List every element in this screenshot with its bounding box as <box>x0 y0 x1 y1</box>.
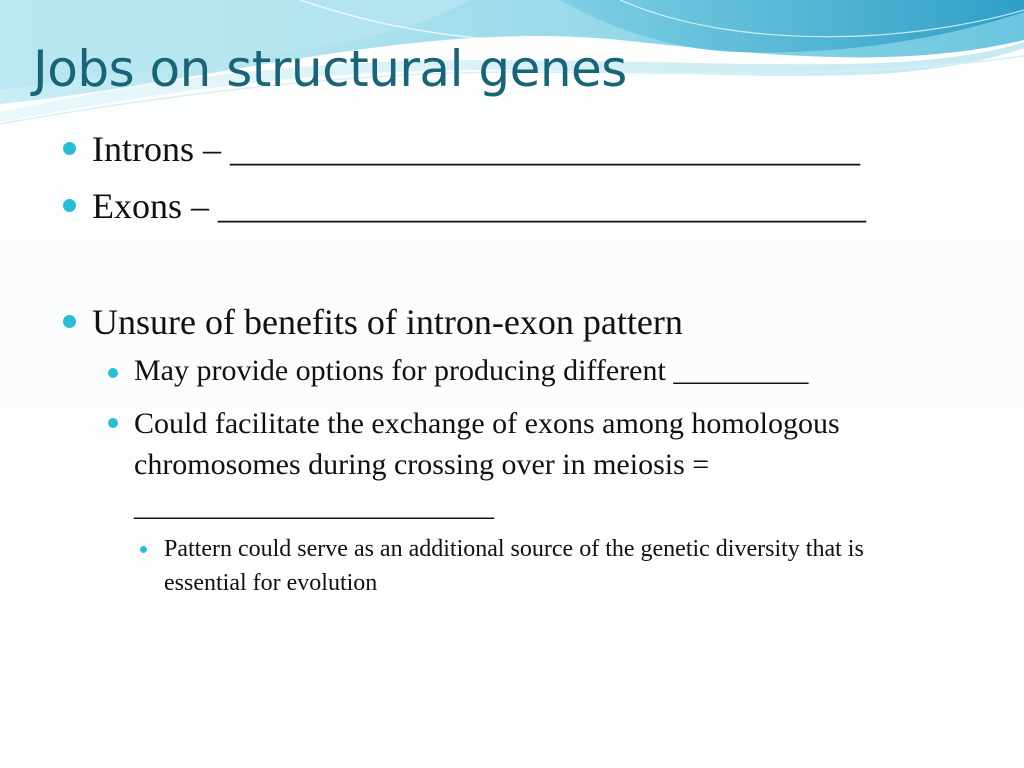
bullet-genetic-diversity: Pattern could serve as an additional source of the genetic diversity that is essential for evolution <box>164 536 864 596</box>
bullet-unsure-benefits: Unsure of benefits of intron-exon pattern <box>92 302 683 342</box>
bullet-exons: Exons – ____________________________________ <box>92 186 866 226</box>
bullet-introns: Introns – ___________________________________ <box>92 129 860 169</box>
slide-title: Jobs on structural genes <box>33 40 627 98</box>
bullet-dot-icon <box>63 142 76 155</box>
sub-bullet-dot-icon <box>108 418 118 428</box>
bullet-exchange-exons: Could facilitate the exchange of exons among homologous chromosomes during crossing over in meiosis = ________________________ <box>134 407 840 522</box>
bullet-dot-icon <box>63 199 76 212</box>
bullet-dot-icon <box>63 315 76 328</box>
sub-sub-bullet-dot-icon <box>140 546 147 553</box>
sub-bullet-dot-icon <box>108 368 118 378</box>
bullet-options-producing: May provide options for producing different _________ <box>134 354 809 387</box>
